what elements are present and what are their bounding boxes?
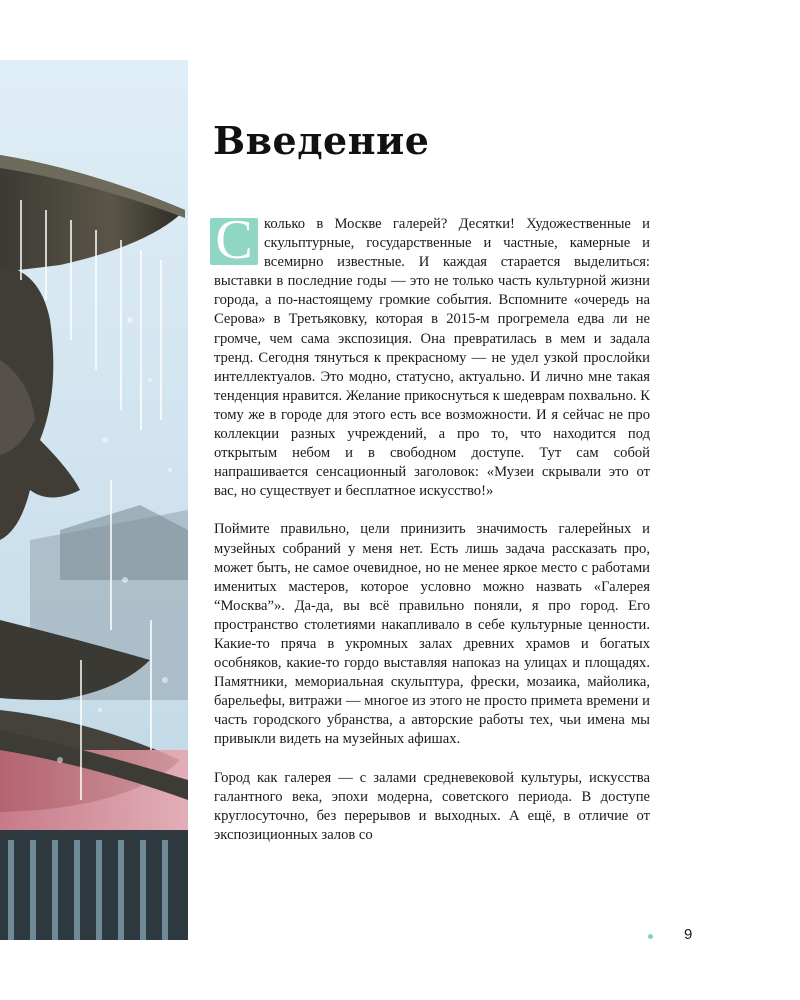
dropcap <box>210 209 258 271</box>
footer-dot <box>648 934 653 939</box>
paragraph-text: колько в Москве галерей? Десятки! Художественные и скульптурные, государственные и частные, камерные и всемирно известные. И каждая старается выделиться: выставки в последние годы — это не только часть культурной жизни города, а по-настоящему громкие события. Вспомните «очередь на Серова» в Третьяковку, которая в 2015-м прогремела едва ли не громче, чем сама экспозиция. Она превратилась в мем и задала тренд. Сегодня тянуться к прекрасному — не удел узкой прослойки интеллектуалов. Это модно, статусно, актуально. И лично мне такая тенденция нравится. Желание прикоснуться к шедеврам похвально. К тому же в городе для этого есть все возможности. И я сейчас не про коллекции разных учреждений, а про то, что находится под открытым небом и в свободном доступе. Тут сам собой напрашивается сенсационный заголовок: «Музеи скрывали это от вас, но существует и бесплатное искусство!» <box>214 216 650 500</box>
dropcap-letter: С <box>215 209 253 271</box>
paragraph-1 <box>214 209 650 501</box>
paragraph-2: Поймите правильно, цели принизить значимость галерейных и музейных собраний у меня нет. Есть лишь задача рассказать про, может быть, не самое очевидное, но не менее яркое место с работами именитых мастеров, которое условно можно назвать «Галерея “Москва”». Да-да, вы всё правильно поняли, я про город. Его пространство столетиями накапливало в себе культурные ценности. Какие-то пряча в укромных залах древних храмов и богатых особняков, какие-то гордо выставляя напоказ на улицах и площадях. Памятники, мемориальная скульптура, фрески, мозаика, майолика, барельефы, витражи — многое из этого не просто примета времени и часть городского убранства, а авторские работы тех, чьи имена мы привыкли видеть на музейных афишах. <box>214 521 650 748</box>
paragraph-3: Город как галерея — с залами средневековой культуры, искусства галантного века, эпохи модерна, советского периода. В доступе круглосуточно, без перерывов и выходных. А ещё, в отличие от экспозиционных залов со <box>214 769 650 843</box>
page-title: Введение <box>213 118 430 163</box>
article-body <box>214 209 650 864</box>
fountain-photo <box>0 60 188 940</box>
page-number: 9 <box>684 926 693 943</box>
